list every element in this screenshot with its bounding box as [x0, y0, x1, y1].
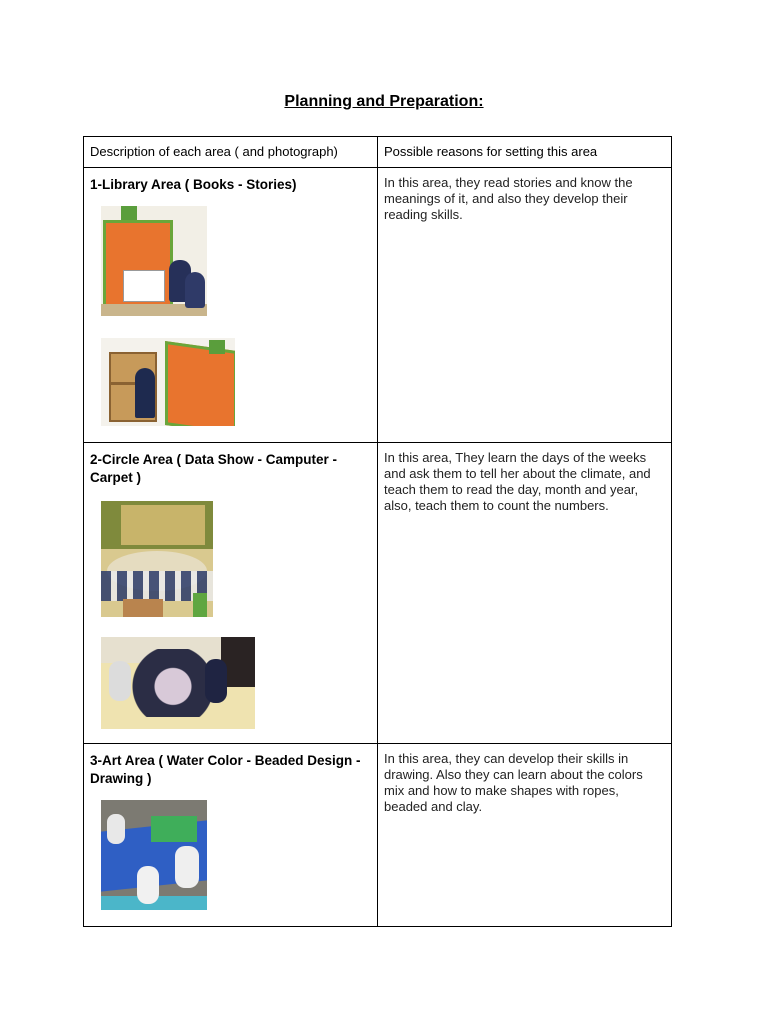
- area-title-art: 3-Art Area ( Water Color - Beaded Design - Drawing ): [90, 753, 361, 786]
- table-row: [84, 168, 672, 443]
- reason-library: In this area, they read stories and know the meanings of it, and also they develop their reading skills.: [384, 175, 633, 222]
- reason-cell-circle: [378, 443, 672, 744]
- planning-table: [83, 136, 672, 927]
- reason-circle: In this area, They learn the days of the weeks and ask them to tell her about the climate, and teach them to read the day, month and year, also, teach them to count the numbers.: [384, 450, 651, 513]
- page-title: Planning and Preparation:: [284, 93, 484, 110]
- reason-cell-library: [378, 168, 672, 443]
- header-cell-reasons: [378, 137, 672, 168]
- area-cell-library: [84, 168, 378, 443]
- table-row: [84, 443, 672, 744]
- header-reasons: Possible reasons for setting this area: [384, 144, 598, 159]
- area-cell-art: [84, 744, 378, 927]
- header-cell-description: [84, 137, 378, 168]
- table-row: [84, 744, 672, 927]
- area-cell-circle: [84, 443, 378, 744]
- library-photo-1: [101, 206, 207, 316]
- header-description: Description of each area ( and photograph): [90, 144, 338, 159]
- art-photo-1: [101, 800, 207, 910]
- area-title-library: 1-Library Area ( Books - Stories): [90, 177, 297, 192]
- library-photo-2: [101, 338, 235, 426]
- table-header-row: [84, 137, 672, 168]
- circle-photo-1: [101, 501, 213, 617]
- circle-photo-2: [101, 637, 255, 729]
- reason-art: In this area, they can develop their skills in drawing. Also they can learn about the colors mix and how to make shapes with ropes, beaded and clay.: [384, 751, 643, 814]
- area-title-circle: 2-Circle Area ( Data Show - Camputer - Carpet ): [90, 452, 338, 485]
- reason-cell-art: [378, 744, 672, 927]
